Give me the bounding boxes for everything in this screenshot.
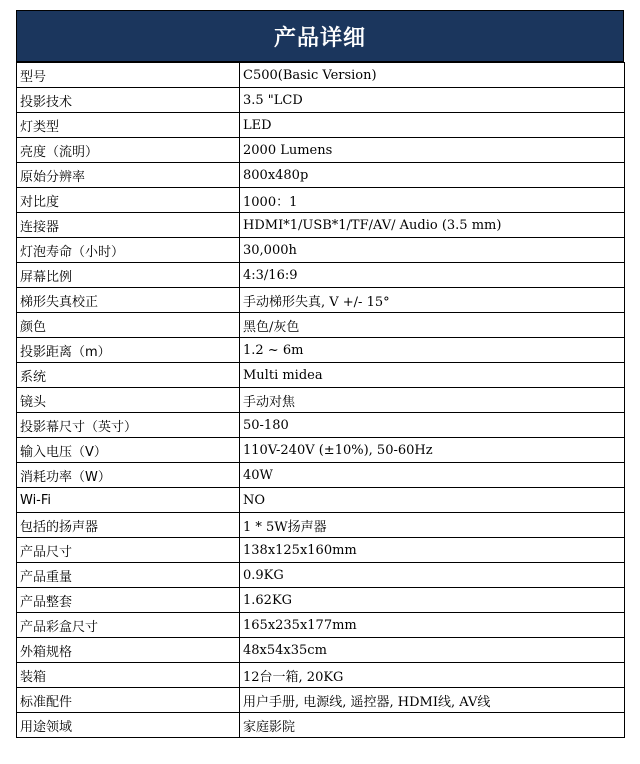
table-row: [17, 713, 625, 738]
spec-value: 3.5 "LCD: [240, 88, 625, 113]
table-row: [17, 88, 625, 113]
spec-value: 1 * 5W扬声器: [240, 513, 625, 538]
table-row: [17, 413, 625, 438]
spec-label: 装箱: [17, 663, 240, 688]
table-row: [17, 138, 625, 163]
spec-value: 用户手册, 电源线, 遥控器, HDMI线, AV线: [240, 688, 625, 713]
spec-label: 产品重量: [17, 563, 240, 588]
page-title: 产品详细: [16, 10, 624, 62]
spec-value: 800x480p: [240, 163, 625, 188]
spec-value: 12台一箱, 20KG: [240, 663, 625, 688]
spec-label: 输入电压（V）: [17, 438, 240, 463]
spec-label: 屏幕比例: [17, 263, 240, 288]
table-row: [17, 388, 625, 413]
table-row: [17, 63, 625, 88]
table-row: [17, 113, 625, 138]
table-row: [17, 313, 625, 338]
spec-value: C500(Basic Version): [240, 63, 625, 88]
table-row: [17, 613, 625, 638]
spec-value: LED: [240, 113, 625, 138]
table-row: [17, 288, 625, 313]
spec-value: 40W: [240, 463, 625, 488]
spec-label: 投影距离（m）: [17, 338, 240, 363]
spec-label: 投影技术: [17, 88, 240, 113]
table-row: [17, 688, 625, 713]
table-row: [17, 438, 625, 463]
spec-value: 30,000h: [240, 238, 625, 263]
spec-label: 梯形失真校正: [17, 288, 240, 313]
spec-label: Wi-Fi: [17, 488, 240, 513]
spec-label: 颜色: [17, 313, 240, 338]
table-row: [17, 463, 625, 488]
spec-value: Multi midea: [240, 363, 625, 388]
spec-label: 原始分辨率: [17, 163, 240, 188]
table-row: [17, 488, 625, 513]
table-row: [17, 363, 625, 388]
spec-label: 灯类型: [17, 113, 240, 138]
spec-value: 4:3/16:9: [240, 263, 625, 288]
spec-label: 投影幕尺寸（英寸）: [17, 413, 240, 438]
spec-sheet: [16, 10, 624, 738]
spec-label: 标准配件: [17, 688, 240, 713]
spec-value: 手动梯形失真, V +/- 15°: [240, 288, 625, 313]
spec-value: 138x125x160mm: [240, 538, 625, 563]
table-row: [17, 538, 625, 563]
table-row: [17, 638, 625, 663]
spec-value: 黑色/灰色: [240, 313, 625, 338]
spec-value: NO: [240, 488, 625, 513]
spec-label: 亮度（流明）: [17, 138, 240, 163]
table-row: [17, 513, 625, 538]
spec-value: HDMI*1/USB*1/TF/AV/ Audio (3.5 mm): [240, 213, 625, 238]
spec-label: 产品彩盒尺寸: [17, 613, 240, 638]
spec-value: 0.9KG: [240, 563, 625, 588]
spec-value: 48x54x35cm: [240, 638, 625, 663]
spec-label: 外箱规格: [17, 638, 240, 663]
spec-label: 对比度: [17, 188, 240, 213]
spec-label: 镜头: [17, 388, 240, 413]
table-row: [17, 163, 625, 188]
spec-value: 50-180: [240, 413, 625, 438]
spec-label: 包括的扬声器: [17, 513, 240, 538]
spec-label: 产品尺寸: [17, 538, 240, 563]
spec-label: 用途领域: [17, 713, 240, 738]
spec-label: 产品整套: [17, 588, 240, 613]
spec-value: 1.2 ~ 6m: [240, 338, 625, 363]
table-row: [17, 263, 625, 288]
spec-value: 手动对焦: [240, 388, 625, 413]
spec-value: 1000：1: [240, 188, 625, 213]
spec-value: 1.62KG: [240, 588, 625, 613]
table-row: [17, 563, 625, 588]
table-row: [17, 338, 625, 363]
spec-value: 2000 Lumens: [240, 138, 625, 163]
table-row: [17, 188, 625, 213]
spec-value: 110V-240V (±10%), 50-60Hz: [240, 438, 625, 463]
table-row: [17, 588, 625, 613]
spec-value: 家庭影院: [240, 713, 625, 738]
spec-label: 系统: [17, 363, 240, 388]
spec-table-body: [17, 63, 625, 738]
table-row: [17, 238, 625, 263]
spec-value: 165x235x177mm: [240, 613, 625, 638]
spec-label: 消耗功率（W）: [17, 463, 240, 488]
spec-label: 连接器: [17, 213, 240, 238]
table-row: [17, 213, 625, 238]
spec-table: [16, 62, 625, 738]
spec-label: 型号: [17, 63, 240, 88]
spec-label: 灯泡寿命（小时）: [17, 238, 240, 263]
table-row: [17, 663, 625, 688]
